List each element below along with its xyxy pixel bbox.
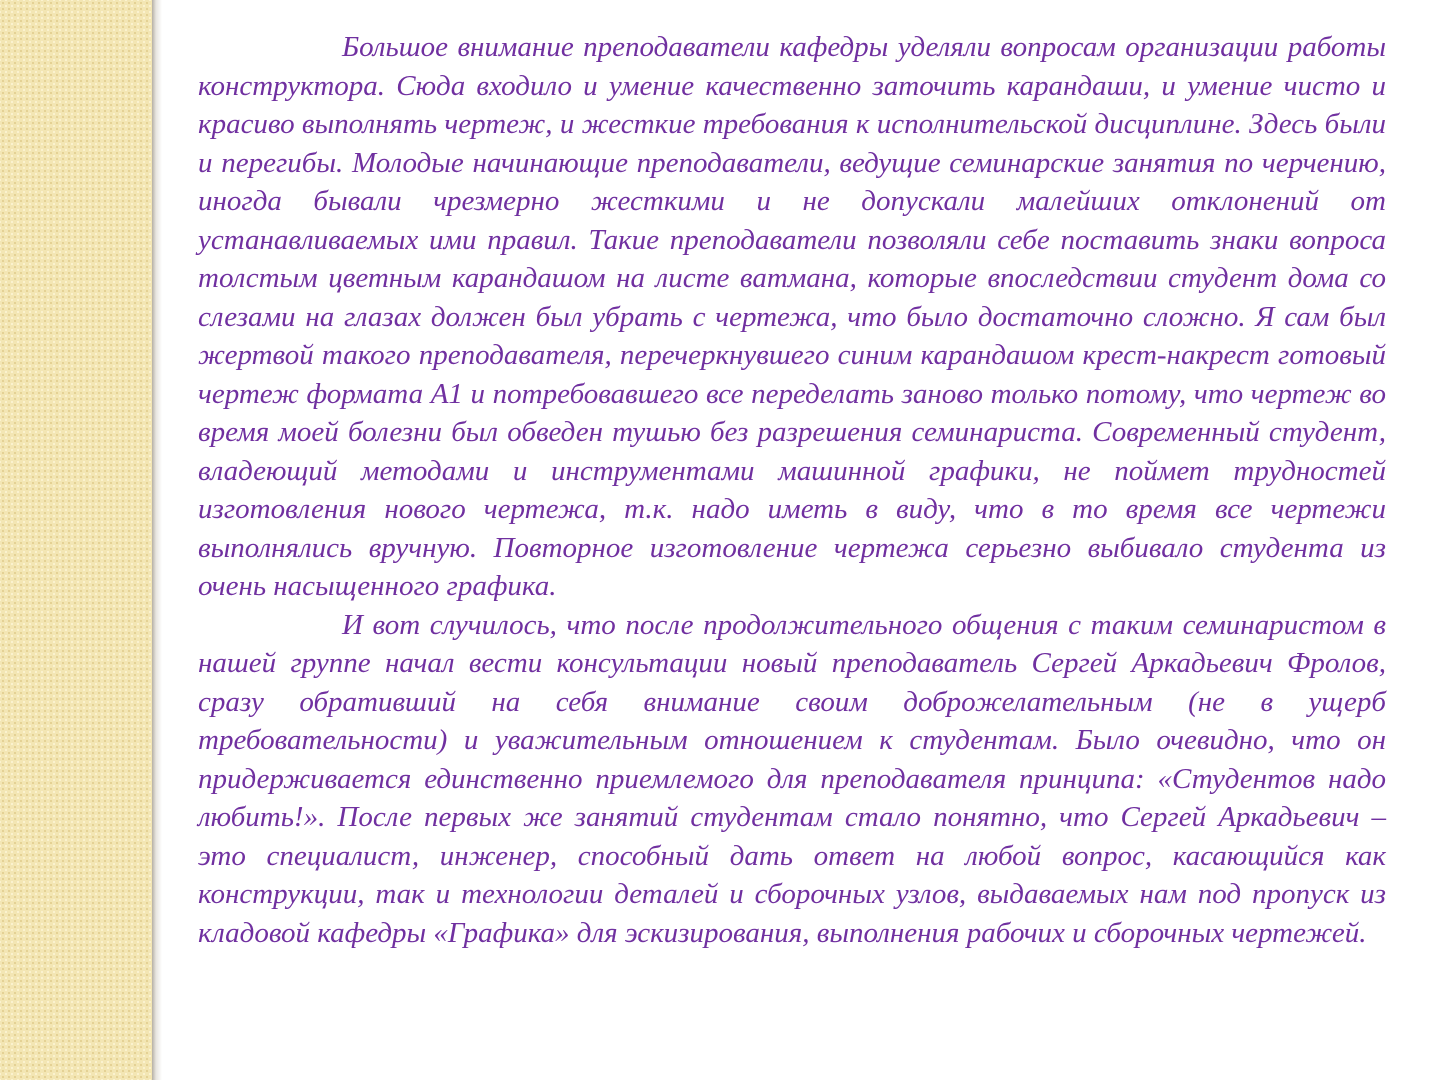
paragraph-2: И вот случилось, что после продолжительного общения с таким семинаристом в нашей группе начал вести консультации новый преподаватель Сергей Аркадьевич Фролов, сразу обративший на себя внимание своим доброжелательным (не в ущерб требовательности) и уважительным отношением к студентам. Было очевидно, что он придерживается единственно приемлемого для преподавателя принципа: «Студентов надо любить!». После первых же занятий студентам стало понятно, что Сергей Аркадьевич – это специалист, инженер, способный дать ответ на любой вопрос, касающийся как конструкции, так и технологии деталей и сборочных узлов, выдаваемых нам под пропуск из кладовой кафедры «Графика» для эскизирования, выполнения рабочих и сборочных чертежей. [198,608,1386,949]
document-body [198,28,1386,952]
side-strip-shadow [152,0,162,1080]
paragraph-1: Большое внимание преподаватели кафедры уделяли вопросам организации работы конструктора. Сюда входило и умение качественно заточить карандаши, и умение чисто и красиво выполнять чертеж, и жесткие требования к исполнительской дисциплине. Здесь были и перегибы. Молодые начинающие преподаватели, ведущие семинарские занятия по черчению, иногда бывали чрезмерно жесткими и не допускали малейших отклонений от устанавливаемых ими правил. Такие преподаватели позволяли себе поставить знаки вопроса толстым цветным карандашом на листе ватмана, которые впоследствии студент дома со слезами на глазах должен был убрать с чертежа, что было достаточно сложно. Я сам был жертвой такого преподавателя, перечеркнувшего синим карандашом крест-накрест готовый чертеж формата А1 и потребовавшего все переделать заново только потому, что чертеж во время моей болезни был обведен тушью без разрешения семинариста. Современный студент, владеющий методами и инструментами машинной графики, не поймет трудностей изготовления нового чертежа, т.к. надо иметь в виду, что в то время все чертежи выполнялись вручную. Повторное изготовление чертежа серьезно выбивало студента из очень насыщенного графика. [198,31,1386,602]
decorative-side-strip [0,0,152,1080]
